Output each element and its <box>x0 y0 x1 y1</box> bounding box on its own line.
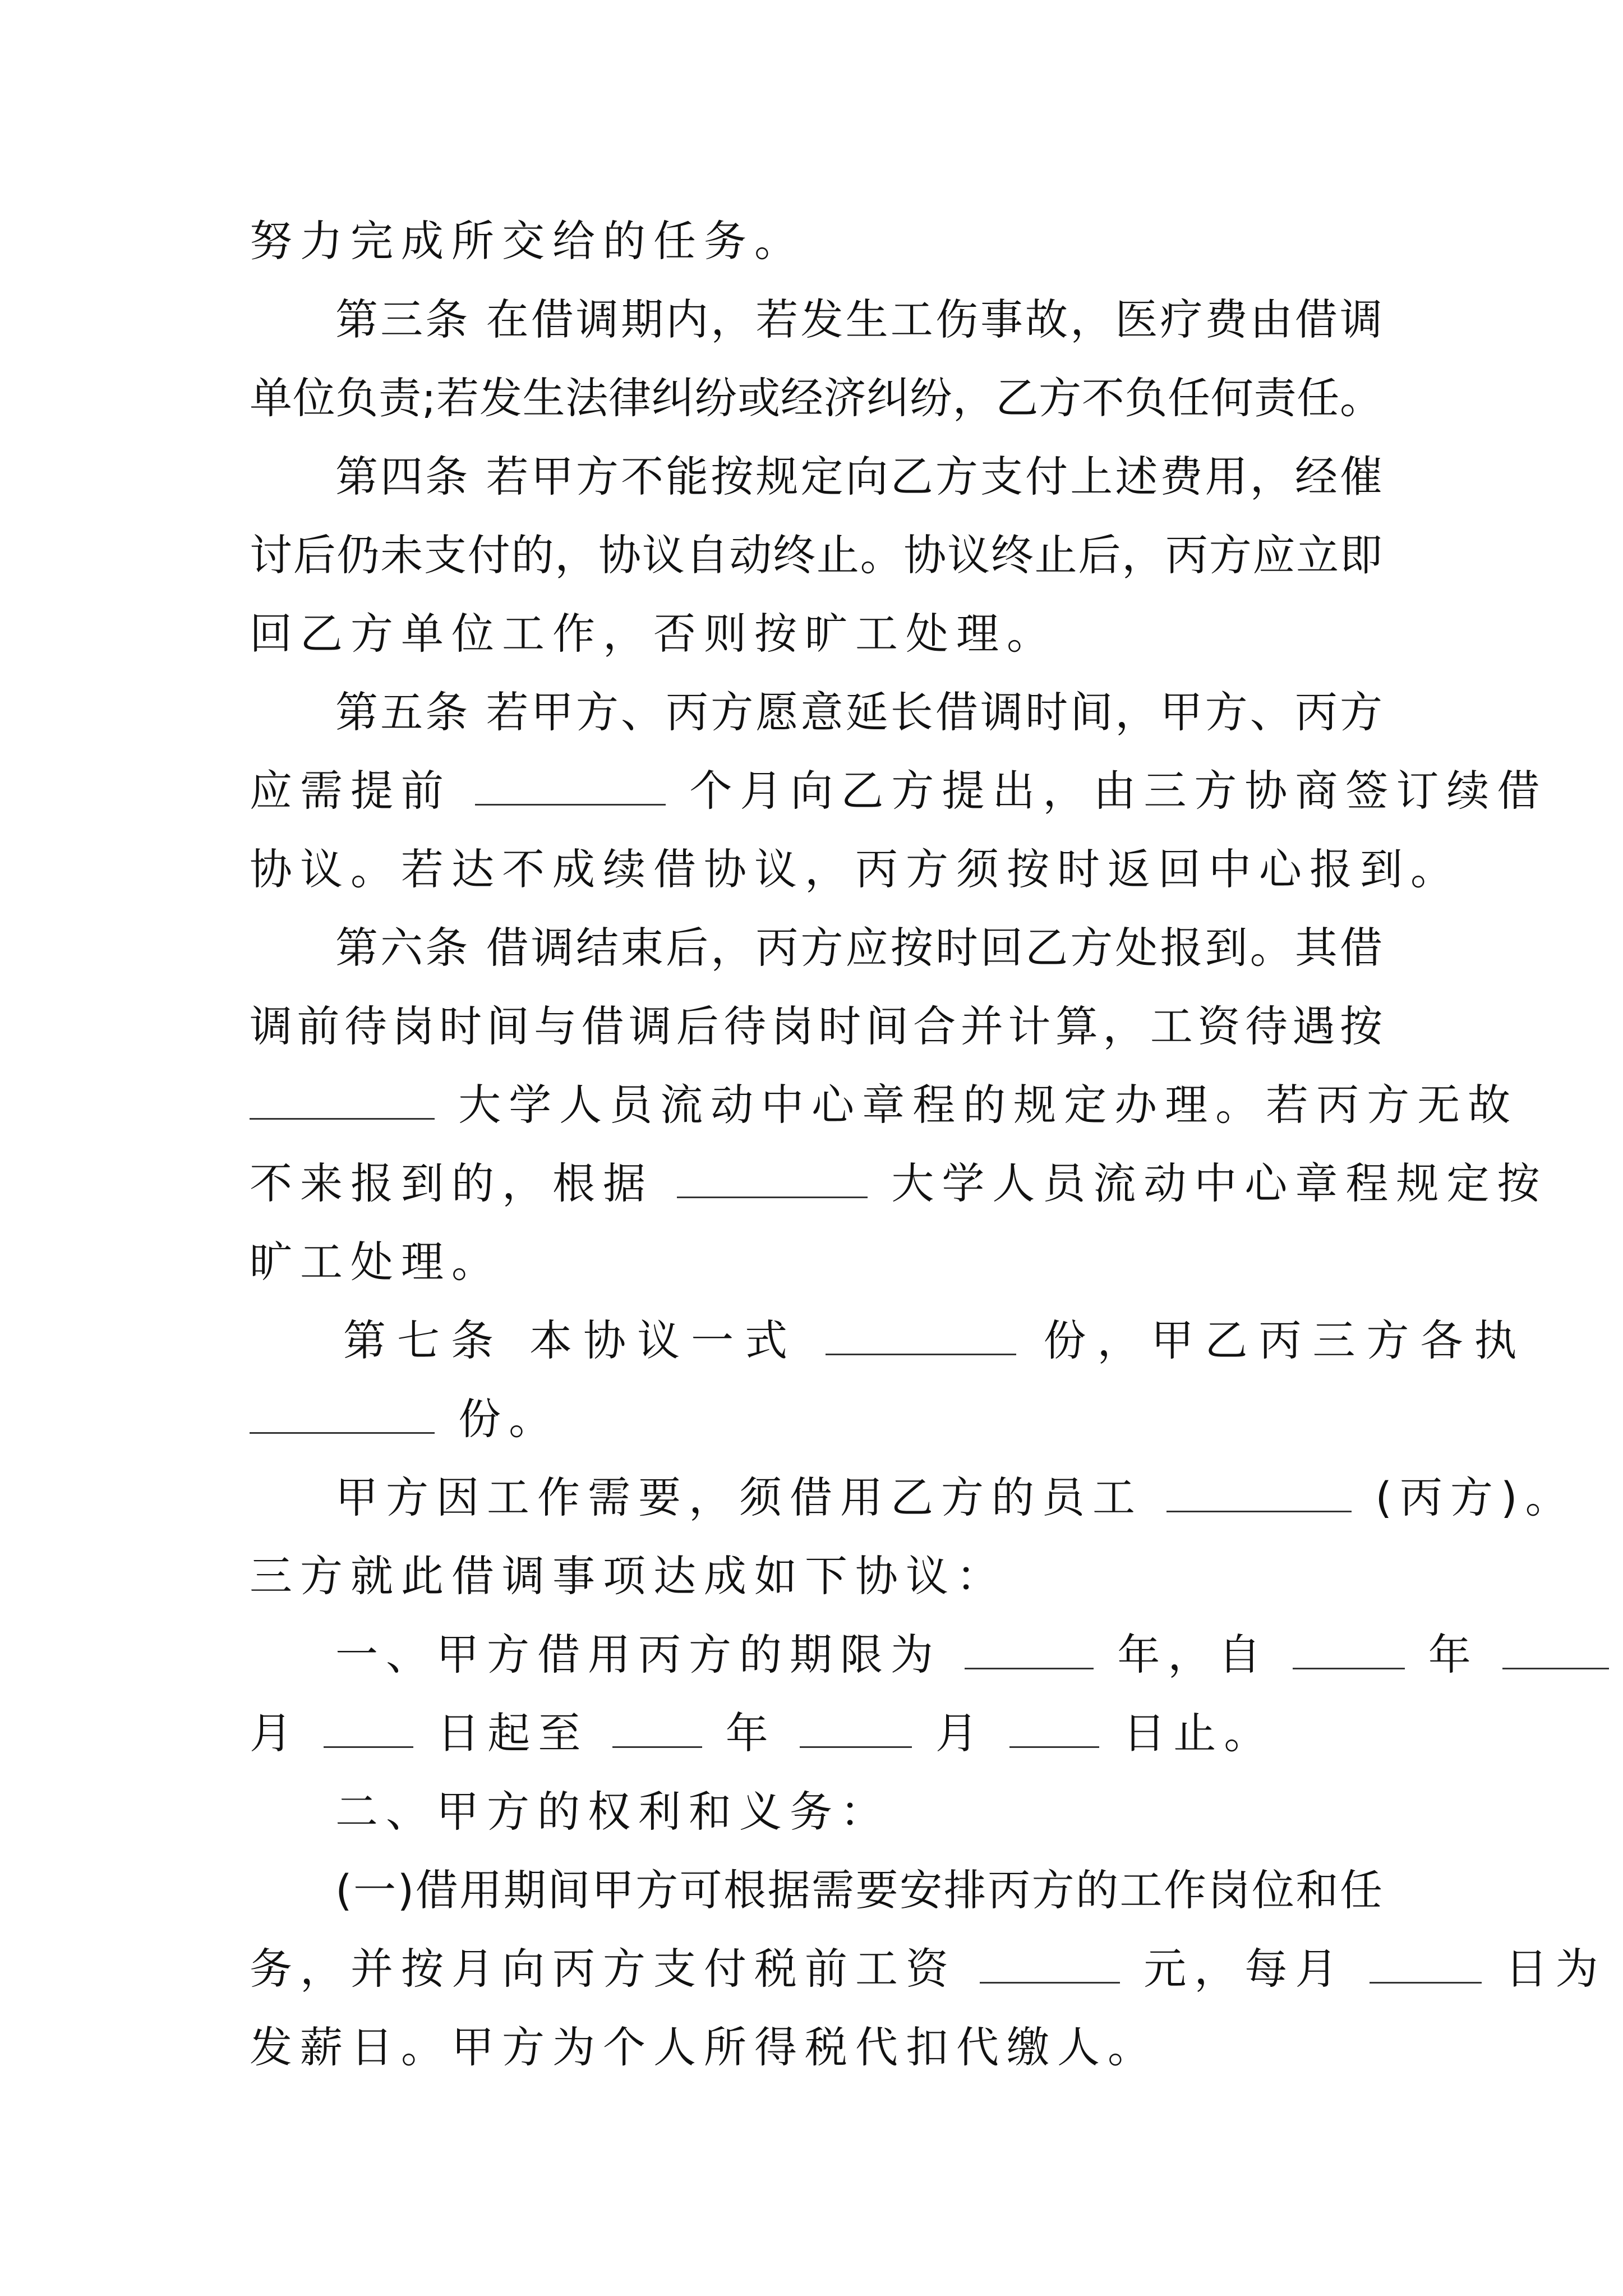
text-line <box>250 836 1461 903</box>
text-line <box>250 757 1548 825</box>
text-fragment: 讨后仍未支付的，协议自动终止。协议终止后，丙方应立即 <box>250 530 1382 580</box>
text-line <box>250 2014 1382 2081</box>
text-fragment: 日止。 <box>1123 1708 1275 1758</box>
fill-in-blank <box>1166 1467 1352 1512</box>
text-fragment: 年 <box>1428 1630 1479 1680</box>
text-line <box>250 1700 1382 1767</box>
text-fragment: 旷工处理。 <box>250 1237 502 1287</box>
text-fragment: 三方就此借调事项达成如下协议： <box>250 1551 1007 1601</box>
text-fragment: 应需提前 <box>250 766 451 816</box>
text-line <box>335 679 1382 746</box>
fill-in-blank <box>612 1703 702 1748</box>
fill-in-blank <box>250 1388 435 1434</box>
text-line <box>335 1464 1576 1531</box>
fill-in-blank <box>1370 1938 1482 1984</box>
text-line <box>250 600 1382 668</box>
text-line <box>335 1621 1479 1688</box>
text-line <box>335 443 1382 510</box>
text-fragment: 甲方因工作需要，须借用乙方的员工 <box>335 1473 1143 1522</box>
text-fragment: 元，每月 <box>1144 1944 1346 1994</box>
text-line <box>250 1071 1519 1139</box>
text-fragment: 份。 <box>458 1394 560 1444</box>
text-fragment: 一、甲方借用丙方的期限为 <box>335 1630 941 1680</box>
text-fragment: 第七条 本协议一式 <box>343 1315 799 1365</box>
text-fragment: (丙方)。 <box>1375 1473 1576 1522</box>
text-fragment: 份，甲乙丙三方各执 <box>1043 1315 1528 1365</box>
text-fragment: 发薪日。甲方为个人所得税代扣代缴人。 <box>250 2022 1158 2072</box>
text-line <box>250 208 1382 275</box>
fill-in-blank <box>1293 1624 1405 1669</box>
text-line <box>250 522 1382 589</box>
fill-in-blank <box>800 1703 912 1748</box>
text-fragment: 不来报到的，根据 <box>250 1158 653 1208</box>
fill-in-blank <box>965 1624 1094 1669</box>
fill-in-blank <box>250 1074 435 1120</box>
text-fragment: 协议。若达不成续借协议，丙方须按时返回中心报到。 <box>250 844 1461 894</box>
text-line <box>335 1778 1382 1846</box>
text-line <box>335 286 1382 353</box>
text-fragment: 大学人员流动中心章程规定按 <box>891 1158 1548 1208</box>
text-line <box>335 1857 1382 1924</box>
text-fragment: 年，自 <box>1117 1630 1269 1680</box>
text-fragment: 日为 <box>1505 1944 1606 1994</box>
text-fragment: 回乙方单位工作，否则按旷工处理。 <box>250 609 1057 659</box>
text-fragment: 月 <box>935 1708 986 1758</box>
text-fragment: 第六条 借调结束后，丙方应按时回乙方处报到。其借 <box>335 923 1382 973</box>
text-fragment: 调前待岗时间与借调后待岗时间合并计算，工资待遇按 <box>250 1001 1382 1051</box>
text-fragment: 年 <box>725 1708 776 1758</box>
text-line <box>250 1150 1548 1217</box>
text-fragment: 二、甲方的权利和义务： <box>335 1787 891 1837</box>
text-fragment: 第五条 若甲方、丙方愿意延长借调时间，甲方、丙方 <box>335 687 1382 737</box>
text-fragment: 第三条 在借调期内，若发生工伤事故，医疗费由借调 <box>335 295 1382 344</box>
text-fragment: 大学人员流动中心章程的规定办理。若丙方无故 <box>458 1080 1519 1130</box>
text-line <box>250 365 1382 432</box>
fill-in-blank <box>324 1703 413 1748</box>
text-fragment: 第四条 若甲方不能按规定向乙方支付上述费用，经催 <box>335 452 1382 501</box>
text-fragment: (一)借用期间甲方可根据需要安排丙方的工作岗位和任 <box>335 1865 1382 1915</box>
fill-in-blank <box>1009 1703 1099 1748</box>
text-line <box>250 1386 1382 1453</box>
text-line <box>250 1543 1382 1610</box>
text-fragment: 月 <box>250 1708 300 1758</box>
fill-in-blank <box>980 1938 1120 1984</box>
text-fragment: 务，并按月向丙方支付税前工资 <box>250 1944 956 1994</box>
text-line <box>250 1228 1382 1296</box>
text-line <box>250 993 1382 1060</box>
text-line <box>250 1935 1606 2003</box>
fill-in-blank <box>1502 1624 1609 1669</box>
text-fragment: 个月向乙方提出，由三方协商签订续借 <box>689 766 1548 816</box>
text-line <box>343 1307 1528 1374</box>
fill-in-blank <box>475 760 666 806</box>
text-fragment: 日起至 <box>437 1708 589 1758</box>
fill-in-blank <box>826 1310 1016 1355</box>
text-fragment: 努力完成所交给的任务。 <box>250 216 805 266</box>
fill-in-blank <box>677 1153 868 1198</box>
text-line <box>335 914 1382 982</box>
text-fragment: 单位负责;若发生法律纠纷或经济纠纷，乙方不负任何责任。 <box>250 373 1382 423</box>
